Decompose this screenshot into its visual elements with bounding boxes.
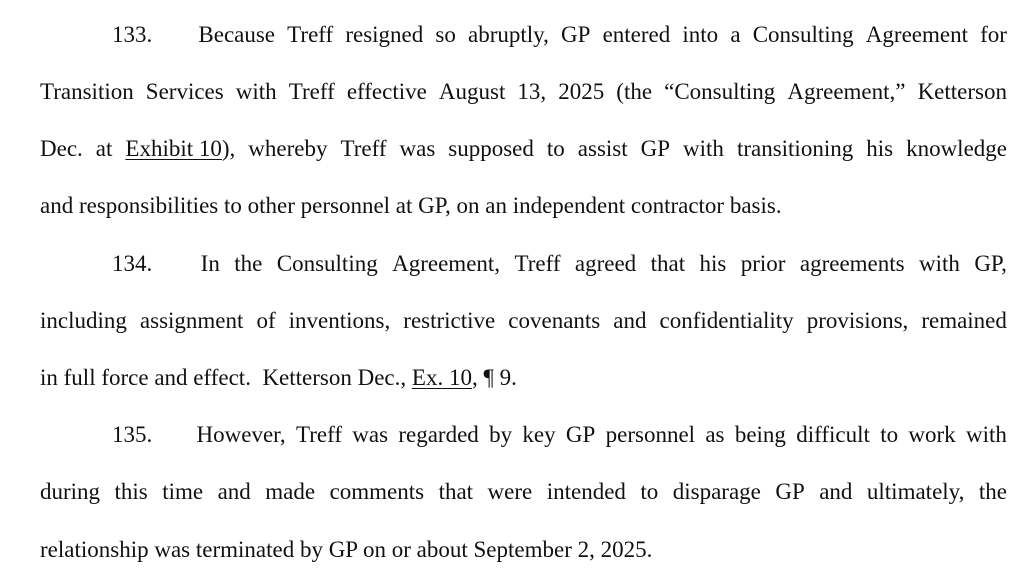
- ex-10-link[interactable]: Ex. 10: [411, 365, 472, 390]
- word: time: [162, 479, 204, 504]
- word: for: [980, 22, 1007, 47]
- word: assist: [577, 136, 628, 161]
- word: made: [265, 479, 316, 504]
- word: difficult: [796, 422, 870, 447]
- word: the: [978, 479, 1007, 504]
- paragraph-135-line-3: [40, 535, 1007, 565]
- closing-punctuation: ),: [221, 136, 236, 161]
- word: to: [880, 422, 899, 447]
- word: with: [683, 136, 724, 161]
- paragraph-133-line-3: [40, 134, 1007, 164]
- word: (the: [616, 79, 653, 104]
- word: this: [114, 479, 148, 504]
- word: effective: [346, 79, 427, 104]
- paragraph-133-line-4: [40, 191, 1007, 221]
- word: with: [965, 422, 1007, 447]
- word: restrictive: [403, 308, 496, 333]
- word: to: [546, 136, 565, 161]
- word: Dec.: [40, 136, 83, 161]
- word: of: [256, 308, 276, 333]
- word: Transition: [40, 79, 134, 104]
- word: by: [489, 422, 513, 447]
- word: GP: [640, 136, 671, 161]
- word: regarded: [398, 422, 479, 447]
- word: comments: [329, 479, 425, 504]
- word: Consulting: [276, 251, 378, 276]
- word: work: [908, 422, 956, 447]
- word: agreements: [799, 251, 905, 276]
- word: his: [866, 136, 894, 161]
- word: key: [522, 422, 556, 447]
- word: Agreement: [865, 22, 968, 47]
- word: and: [217, 479, 251, 504]
- word: GP: [775, 479, 805, 504]
- word: covenants: [508, 308, 601, 333]
- word: Consulting: [752, 22, 854, 47]
- word: being: [734, 422, 786, 447]
- word: GP: [565, 422, 596, 447]
- word: resigned: [345, 22, 424, 47]
- word: his: [699, 251, 727, 276]
- word: during: [40, 479, 101, 504]
- line-text: , ¶ 9.: [471, 365, 517, 390]
- word: Treff: [514, 251, 561, 276]
- word: including: [40, 308, 127, 333]
- word: the: [234, 251, 263, 276]
- word: abruptly,: [467, 22, 549, 47]
- exhibit-10-link[interactable]: Exhibit 10: [125, 136, 222, 161]
- word: at: [95, 136, 113, 161]
- word: as: [705, 422, 725, 447]
- word: into: [682, 22, 719, 47]
- word: to: [640, 479, 659, 504]
- word: with: [235, 79, 277, 104]
- word: whereby: [248, 136, 328, 161]
- paragraph-number: 134.: [112, 251, 153, 276]
- word: Treff: [340, 136, 387, 161]
- word: agreed: [574, 251, 637, 276]
- word: a: [730, 22, 741, 47]
- word: Agreement,: [392, 251, 501, 276]
- line-text: and responsibilities to other personnel at GP, on an independent contractor basis.: [40, 193, 782, 218]
- paragraph-134-line-3: [40, 363, 1007, 393]
- word: inventions,: [288, 308, 391, 333]
- paragraph-133-line-1: [112, 20, 1007, 50]
- word: remained: [921, 308, 1007, 333]
- word: disparage: [672, 479, 761, 504]
- paragraph-134-line-2: [40, 306, 1007, 336]
- word: intended: [546, 479, 626, 504]
- word: supposed: [448, 136, 534, 161]
- word: August: [438, 79, 506, 104]
- word: Services: [145, 79, 224, 104]
- word: with: [919, 251, 960, 276]
- paragraph-133-line-2: [40, 77, 1007, 107]
- word: were: [487, 479, 533, 504]
- word: GP: [561, 22, 591, 47]
- word: ultimately,: [866, 479, 965, 504]
- word: Agreement,”: [787, 79, 906, 104]
- word: Treff: [295, 422, 342, 447]
- paragraph-number: 133.: [112, 22, 153, 47]
- word: that: [438, 479, 474, 504]
- word: provisions,: [806, 308, 909, 333]
- word: personnel: [605, 422, 696, 447]
- word: GP,: [974, 251, 1007, 276]
- word: In: [200, 251, 220, 276]
- word: 2025: [558, 79, 605, 104]
- line-text: in full force and effect. Ketterson Dec.,: [40, 365, 412, 390]
- word: Ketterson: [917, 79, 1007, 104]
- paragraph-134-line-1: [112, 249, 1007, 279]
- word: However,: [196, 422, 286, 447]
- word: “Consulting: [664, 79, 776, 104]
- exhibit-10-reference[interactable]: [125, 134, 235, 164]
- word: that: [650, 251, 686, 276]
- word: transitioning: [736, 136, 854, 161]
- word: Treff: [288, 79, 335, 104]
- paragraph-135-line-2: [40, 477, 1007, 507]
- word: and: [613, 308, 647, 333]
- word: so: [435, 22, 456, 47]
- line-text: relationship was terminated by GP on or about September 2, 2025.: [40, 537, 653, 562]
- word: prior: [740, 251, 786, 276]
- word: was: [399, 136, 436, 161]
- paragraph-number: 135.: [112, 422, 153, 447]
- word: assignment: [139, 308, 244, 333]
- word: and: [819, 479, 853, 504]
- word: was: [352, 422, 389, 447]
- word: 13,: [517, 79, 547, 104]
- paragraph-135-line-1: [112, 420, 1007, 450]
- word: confidentiality: [659, 308, 794, 333]
- word: entered: [602, 22, 671, 47]
- word: knowledge: [906, 136, 1007, 161]
- word: Treff: [287, 22, 334, 47]
- word: Because: [198, 22, 276, 47]
